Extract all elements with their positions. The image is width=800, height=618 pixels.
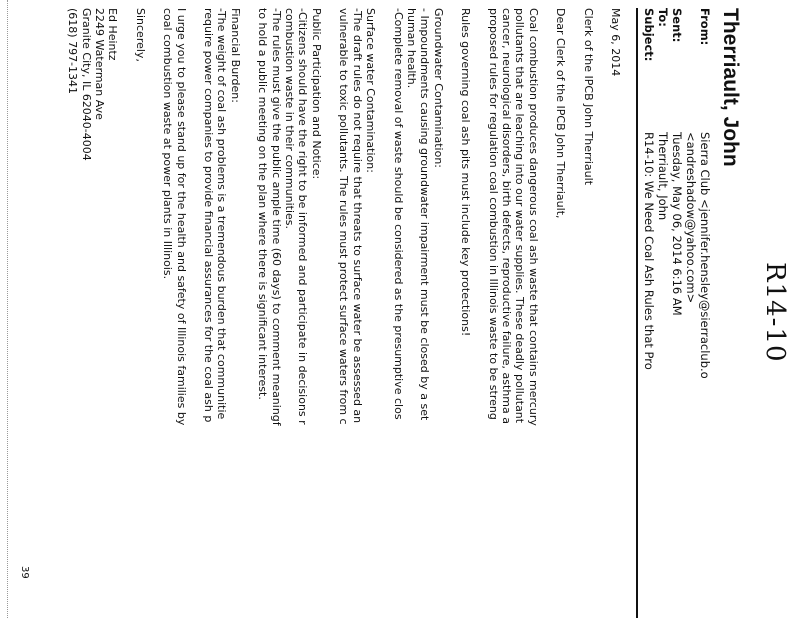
signoff: Sincerely, — [133, 8, 147, 62]
section-heading: Financial Burden: — [228, 8, 242, 103]
section-heading: Surface water Contamination: — [364, 8, 378, 173]
header-row-from-cont — [684, 8, 698, 618]
signer-name: Ed Heintz — [106, 8, 120, 61]
sender-name-heading: Therriault, John — [719, 8, 742, 167]
header-value: Sierra Club <jennifer.hensley@sierraclub.o — [698, 132, 712, 379]
text-line: -The rules must give the public ample time (60 days) to comment meaningf — [269, 8, 283, 426]
section-heading: Public Participation and Notice: — [309, 8, 323, 180]
text-line: coal combustion waste at power plants in Illinois. — [161, 8, 175, 280]
section-surface-water — [337, 8, 377, 618]
text-line: -Complete removal of waste should be considered as the presumptive clos — [391, 8, 405, 420]
signer-street: 2249 Waterman Ave — [93, 8, 107, 120]
section-heading: Groundwater Contamination: — [431, 8, 445, 168]
text-line: combustion waste in their communities. — [283, 8, 297, 230]
text-line: I urge you to please stand up for the health and safety of Illinois families by — [174, 8, 188, 426]
header-label — [684, 8, 698, 132]
signer-city: Granite City, IL 62040-4004 — [79, 8, 93, 161]
email-header — [642, 8, 712, 618]
scan-edge-line — [7, 0, 8, 618]
text-line: proposed rules for regulation coal combustion in Illinois waste to be streng — [486, 8, 500, 420]
header-value: Tuesday, May 06, 2014 6:16 AM — [670, 132, 684, 316]
intro-paragraph — [486, 8, 540, 618]
text-line: -The draft rules do not require that threats to surface water be assessed an — [350, 8, 364, 424]
header-label: Subject: — [642, 8, 656, 62]
page-number: 39 — [19, 566, 30, 579]
header-row-subject — [642, 8, 656, 618]
header-row-from — [698, 8, 712, 618]
closing-paragraph — [161, 8, 188, 618]
docket-number: R14-10 — [760, 262, 790, 363]
text-line: -Citizens should have the right to be informed and participate in decisions r — [296, 8, 310, 425]
header-label: To: — [656, 8, 670, 27]
text-line: -The weight of coal ash problems is a tremendous burden that communitie — [215, 8, 229, 420]
signature-block — [66, 8, 120, 618]
text-line: Coal combustion produces dangerous coal ash waste that contains mercury — [526, 8, 540, 426]
text-line: vulnerable to toxic pollutants. The rules must protect surface waters from c — [337, 8, 351, 425]
text-line: pollutants that are leaching into our water supplies. These deadly pollutant — [513, 8, 527, 424]
header-label: From: — [698, 8, 712, 46]
header-value: R14-10: We Need Coal Ash Rules that Pro — [642, 132, 656, 370]
text-line: - Impoundments causing groundwater impairment must be closed by a set — [418, 8, 432, 421]
text-line: to hold a public meeting on the plan where there is significant interest. — [256, 8, 270, 400]
section-public-participation — [256, 8, 323, 618]
letter-date: May 6, 2014 — [609, 8, 622, 77]
text-line: cancer, neurological disorders, birth defects, reproductive failure, asthma a — [499, 8, 513, 424]
header-value: <andreshadow@yahoo.com> — [684, 132, 698, 304]
header-label: Sent: — [670, 8, 684, 43]
section-financial-burden — [202, 8, 242, 618]
text-line: require power companies to provide financial assurances for the coal ash p — [202, 8, 216, 423]
header-divider — [636, 8, 638, 618]
header-row-sent — [670, 8, 684, 618]
letter-recipient: Clerk of the IPCB John Therriault — [581, 8, 595, 186]
section-groundwater — [391, 8, 445, 618]
letter-body — [52, 8, 622, 618]
header-value: Therriault, John — [656, 132, 670, 221]
letter-salutation: Dear Clerk of the IPCB John Therriault, — [554, 8, 568, 219]
intro-statement: Rules governing coal ash pits must include key protections! — [459, 8, 473, 337]
signer-phone: (618) 797-1341 — [66, 8, 80, 95]
header-row-to — [656, 8, 670, 618]
text-line: human health. — [404, 8, 418, 89]
